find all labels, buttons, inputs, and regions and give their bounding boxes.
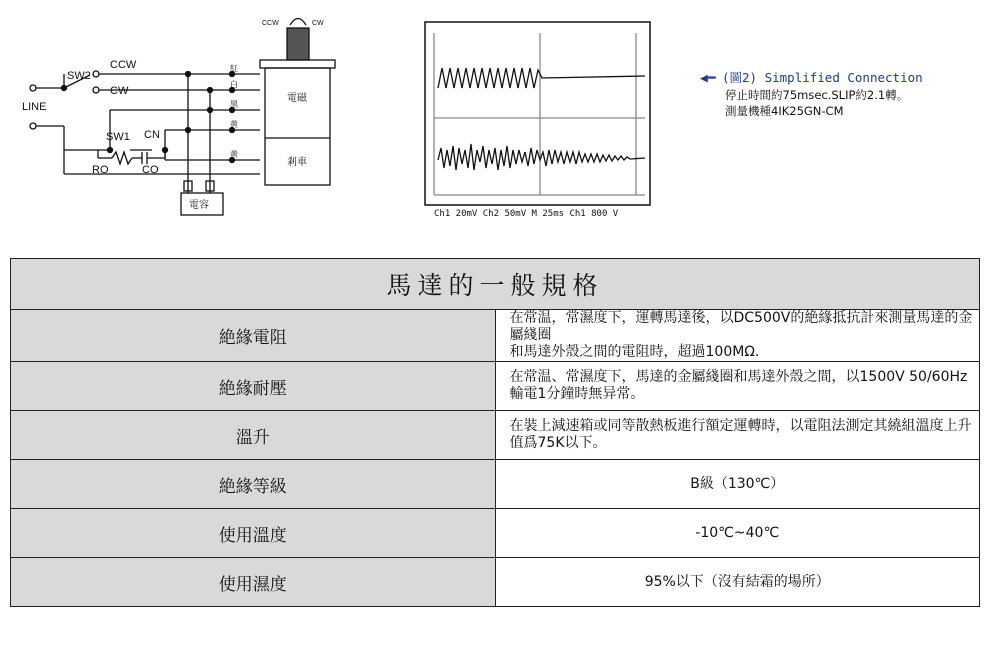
sw1-label: SW1 bbox=[106, 131, 130, 143]
table-row bbox=[11, 362, 980, 411]
shaft-cw-label: CW bbox=[312, 20, 324, 27]
motor-label: 電磁 bbox=[287, 93, 307, 104]
spec-name: 絶緣等級 bbox=[11, 460, 496, 509]
spec-value: 在裝上減速箱或同等散熱板進行額定運轉時，以電阻法測定其繞組溫度上升值爲75K以下。 bbox=[495, 411, 980, 460]
caption-line-1: 停止時間約75msec.SLIP約2.1轉。 bbox=[725, 88, 909, 102]
spec-table bbox=[10, 258, 980, 607]
arrow-left-icon: ◀━ bbox=[700, 71, 716, 86]
spec-value: -10℃~40℃ bbox=[495, 509, 980, 558]
spec-value: 在常温、常濕度下，馬達的金屬綫圈和馬達外殼之間，以1500V 50/60Hz輸電1分鐘時無异常。 bbox=[495, 362, 980, 411]
wire-color-yellow-2: 黄 bbox=[230, 150, 238, 159]
spec-name: 使用溫度 bbox=[11, 509, 496, 558]
table-row bbox=[11, 558, 980, 607]
wire-color-yellow-1: 黄 bbox=[230, 120, 238, 129]
ro-label: RO bbox=[92, 164, 109, 176]
table-row bbox=[11, 509, 980, 558]
cw-label: CW bbox=[110, 85, 129, 97]
spec-value-line-1: 在常温，常濕度下，運轉馬達後，以DC500V的絶緣抵抗計來測量馬達的金屬綫圈 bbox=[509, 310, 973, 343]
sw2-label: SW2 bbox=[67, 70, 91, 82]
table-row bbox=[11, 460, 980, 509]
wire-color-red: 紅 bbox=[230, 64, 238, 73]
wire-color-white: 白 bbox=[230, 80, 238, 89]
capacitor-label: 電容 bbox=[189, 200, 209, 211]
spec-value: 95%以下（沒有結霜的場所） bbox=[495, 558, 980, 607]
caption-title: (圖2) Simplified Connection bbox=[722, 70, 923, 85]
caption-line-2: 測量機種4IK25GN-CM bbox=[725, 104, 844, 118]
table-title: 馬達的一般規格 bbox=[11, 259, 980, 310]
spec-name: 溫升 bbox=[11, 411, 496, 460]
spec-name: 絶緣耐壓 bbox=[11, 362, 496, 411]
shaft-ccw-label: CCW bbox=[262, 20, 279, 27]
brake-label: 剎車 bbox=[287, 157, 307, 168]
wire-color-black: 黑 bbox=[230, 100, 238, 109]
line-label: LINE bbox=[22, 101, 47, 113]
spec-value bbox=[495, 310, 980, 362]
spec-name: 使用濕度 bbox=[11, 558, 496, 607]
table-row bbox=[11, 411, 980, 460]
cn-label: CN bbox=[144, 129, 160, 141]
scope-footer: Ch1 20mV Ch2 50mV M 25ms Ch1 800 V bbox=[434, 209, 619, 219]
spec-name: 絶緣電阻 bbox=[11, 310, 496, 362]
ccw-label: CCW bbox=[110, 59, 137, 71]
connection-diagram bbox=[0, 0, 990, 240]
figure-caption bbox=[700, 70, 985, 119]
table-row bbox=[11, 310, 980, 362]
spec-value: B級（130℃） bbox=[495, 460, 980, 509]
spec-value-line-2: 和馬達外殼之間的電阻時，超過100MΩ. bbox=[509, 344, 760, 360]
co-label: CO bbox=[142, 164, 159, 176]
